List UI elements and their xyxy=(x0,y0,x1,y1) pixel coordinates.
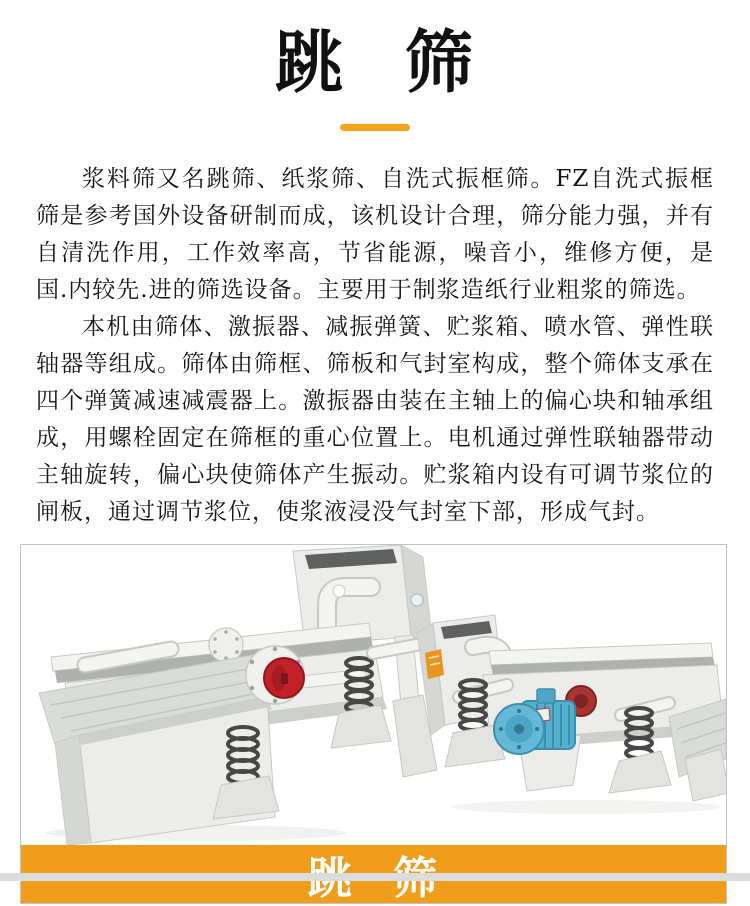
motor-shaft xyxy=(514,724,524,734)
right-machine xyxy=(417,615,726,801)
title-underline xyxy=(340,124,410,131)
spring-right-foot xyxy=(609,751,671,793)
pipe-sticker xyxy=(333,585,345,597)
exciter-disc-slot xyxy=(281,673,288,684)
description-paragraph-2: 本机由筛体、激振器、减振弹簧、贮浆箱、喷水管、弹性联轴器等组成。筛体由筛框、筛板和气封室构成，整个筛体支承在四个弹簧减速减震器上。激振器由装在主轴上的偏心块和轴承组成，用螺栓固定在筛框的重心位置上。电机通过弹性联轴器带动主轴旋转，偏心块使筛体产生振动。贮浆箱内设有可调节浆位的闸板，通过调节浆位，使浆液浸没气封室下部，形成气封。 xyxy=(36,314,714,526)
product-photo xyxy=(21,545,726,845)
product-figure xyxy=(20,544,727,904)
motor-terminal-box xyxy=(537,689,555,703)
product-description xyxy=(36,161,714,531)
shadow-right xyxy=(451,800,721,814)
right-deck-foot xyxy=(685,749,726,801)
red-coupling-hub xyxy=(574,694,588,708)
page-title: 跳 筛 xyxy=(275,23,475,103)
hopper-sticker xyxy=(411,594,423,606)
left-machine xyxy=(39,545,437,845)
jump-sieve-illustration xyxy=(21,545,726,845)
description-paragraph-1: 浆料筛又名跳筛、纸浆筛、自洗式振框筛。FZ自洗式振框筛是参考国外设备研制而成，该机设计合理，筛分能力强，并有自清洗作用，工作效率高，节省能源，噪音小，维修方便，是国.内较先.进的筛选设备。主要用于制浆造纸行业粗浆的筛选。 xyxy=(36,166,714,304)
bottom-divider-bar xyxy=(0,873,750,881)
